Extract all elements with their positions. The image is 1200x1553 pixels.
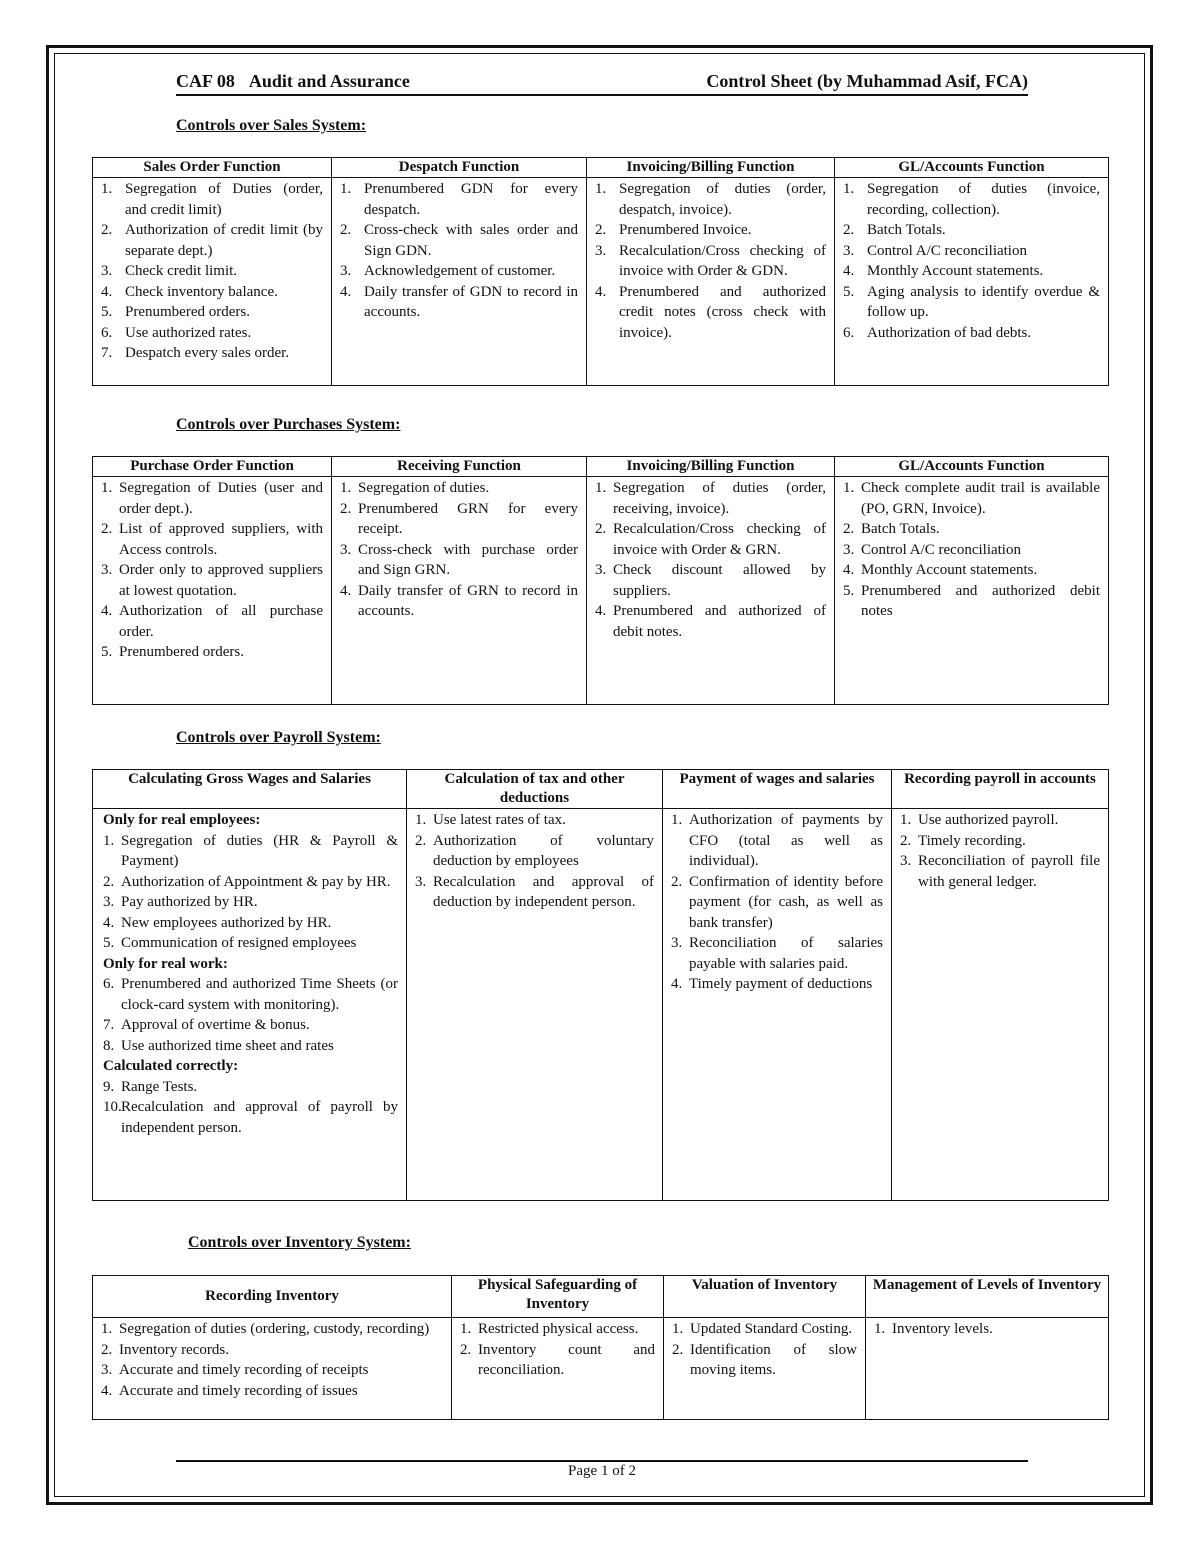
list-item-text: List of approved suppliers, with Access controls. — [119, 521, 323, 558]
list-item — [900, 831, 1100, 852]
table-cell — [452, 1318, 664, 1420]
page-number: Page 1 of 2 — [568, 1463, 636, 1479]
list-item-number: 2. — [671, 873, 683, 890]
list-item-number: 1. — [103, 832, 115, 849]
list-item-number: 1. — [843, 181, 855, 197]
list-item-text: Use authorized rates. — [125, 324, 252, 341]
column-header: Physical Safeguarding of Inventory — [452, 1276, 664, 1318]
list-item-number: 3. — [843, 541, 855, 558]
list-item-text: Acknowledgement of customer. — [364, 263, 556, 279]
list-item — [595, 282, 826, 344]
list-item — [340, 179, 578, 220]
column-header: GL/Accounts Function — [835, 457, 1109, 477]
header-left — [176, 71, 424, 92]
table-cell — [835, 178, 1109, 386]
control-list — [672, 1319, 857, 1381]
control-list — [415, 810, 654, 913]
list-item-text: Cross-check with purchase order and Sign GRN. — [358, 541, 578, 578]
list-item — [672, 1319, 857, 1340]
list-item-text: Prenumbered orders. — [119, 644, 244, 660]
table-header-row — [93, 457, 1109, 477]
list-item-text: Daily transfer of GRN to record in accounts. — [358, 582, 578, 619]
list-item — [595, 478, 826, 519]
list-item-text: Use authorized time sheet and rates — [121, 1037, 334, 1054]
table-cell — [866, 1318, 1109, 1420]
list-item-text: Inventory levels. — [892, 1321, 993, 1337]
group-label: Only for real work: — [103, 955, 228, 972]
list-item — [101, 282, 323, 303]
table-cell — [892, 809, 1109, 1201]
list-item — [101, 1340, 443, 1361]
list-item-text: Restricted physical access. — [478, 1321, 639, 1337]
control-list — [103, 1077, 398, 1139]
list-item-number: 4. — [671, 976, 683, 992]
list-item — [103, 933, 398, 954]
list-item-text: Confirmation of identity before payment (for cash, as well as bank transfer) — [689, 873, 883, 931]
list-item — [672, 1340, 857, 1381]
list-item — [340, 499, 578, 540]
list-item-text: Prenumbered and authorized credit notes (cross check with invoice). — [619, 283, 826, 341]
list-item-number: 1. — [843, 480, 855, 496]
table-cell — [93, 178, 332, 386]
list-item-text: Recalculation/Cross checking of invoice with Order & GRN. — [613, 521, 826, 558]
table-cell — [663, 809, 892, 1201]
sales-section-title: Controls over Sales System: — [176, 117, 367, 134]
footer-rule — [176, 1460, 1028, 1462]
list-item-text: Authorization of bad debts. — [867, 324, 1032, 341]
list-item-number: 5. — [843, 283, 855, 300]
list-item-number: 5. — [843, 582, 855, 599]
list-item-text: Prenumbered orders. — [125, 304, 250, 320]
purchases-section-title: Controls over Purchases System: — [176, 416, 401, 433]
list-item — [595, 519, 826, 560]
list-item-number: 8. — [103, 1037, 115, 1054]
list-item — [101, 1360, 443, 1381]
table-row — [93, 477, 1109, 705]
list-item-text: Control A/C reconciliation — [867, 242, 1027, 259]
list-item-number: 1. — [101, 181, 113, 197]
list-item-number: 4. — [340, 283, 352, 300]
list-item — [340, 581, 578, 622]
list-item-text: Monthly Account statements. — [861, 562, 1038, 578]
list-item — [843, 560, 1100, 581]
list-item-text: Use authorized payroll. — [918, 812, 1059, 828]
list-item-number: 2. — [101, 222, 113, 238]
list-item-number: 5. — [101, 644, 113, 660]
list-item — [415, 810, 654, 831]
list-item-text: Segregation of Duties (user and order dept.). — [119, 480, 323, 517]
list-item-number: 7. — [103, 1017, 115, 1033]
list-item-number: 1. — [595, 480, 607, 496]
list-item-text: Accurate and timely recording of issues — [119, 1382, 358, 1399]
list-item — [340, 282, 578, 323]
list-item-text: Control A/C reconciliation — [861, 541, 1021, 558]
list-item-number: 3. — [900, 853, 912, 869]
list-item-text: New employees authorized by HR. — [121, 914, 332, 931]
list-item — [101, 323, 323, 344]
list-item — [101, 220, 323, 261]
control-list — [843, 478, 1100, 622]
list-item-number: 6. — [843, 324, 855, 341]
table-header-row — [93, 158, 1109, 178]
list-item — [595, 220, 826, 241]
list-item-number: 1. — [340, 480, 352, 496]
list-item — [101, 1381, 443, 1402]
list-item-number: 1. — [101, 480, 113, 496]
list-item-number: 3. — [340, 541, 352, 558]
list-item-number: 4. — [595, 603, 607, 619]
header-subject: Audit and Assurance — [248, 71, 410, 91]
list-item — [671, 810, 883, 872]
list-item-number: 1. — [671, 812, 683, 828]
list-item — [595, 601, 826, 642]
control-list — [874, 1319, 1100, 1340]
list-item-text: Timely payment of deductions — [689, 976, 873, 992]
list-item-text: Segregation of duties (order, despatch, invoice). — [619, 181, 826, 218]
list-item-number: 3. — [595, 562, 607, 578]
list-item — [843, 519, 1100, 540]
list-item — [595, 241, 826, 282]
list-item-text: Cross-check with sales order and Sign GDN. — [364, 222, 578, 259]
list-item-number: 4. — [843, 562, 855, 578]
table-cell — [835, 477, 1109, 705]
list-item — [101, 261, 323, 282]
list-item-text: Recalculation and approval of payroll by independent person. — [121, 1099, 398, 1136]
list-item-text: Segregation of Duties (order, and credit limit) — [125, 181, 323, 218]
list-item-number: 9. — [103, 1078, 115, 1095]
list-item-text: Prenumbered GRN for every receipt. — [358, 500, 578, 537]
list-item — [460, 1340, 655, 1381]
list-item-text: Check inventory balance. — [125, 283, 278, 300]
table-cell — [664, 1318, 866, 1420]
list-item-number: 2. — [595, 521, 607, 537]
list-item-text: Segregation of duties (HR & Payroll & Payment) — [121, 832, 398, 869]
control-list — [595, 179, 826, 343]
list-item — [103, 1097, 398, 1138]
list-item — [843, 220, 1100, 241]
list-item — [340, 478, 578, 499]
list-item — [103, 872, 398, 893]
list-item-text: Approval of overtime & bonus. — [121, 1017, 310, 1033]
control-list — [340, 478, 578, 622]
table-cell — [332, 178, 587, 386]
list-item-number: 3. — [340, 263, 352, 279]
list-item — [103, 831, 398, 872]
control-list — [843, 179, 1100, 343]
list-item-text: Reconciliation of payroll file with general ledger. — [918, 853, 1100, 890]
list-item-text: Batch Totals. — [867, 222, 946, 238]
table-row — [93, 809, 1109, 1201]
list-item-number: 1. — [595, 181, 607, 197]
list-item — [595, 560, 826, 601]
list-item-number: 1. — [340, 181, 352, 197]
list-item-number: 1. — [874, 1321, 886, 1337]
control-list — [671, 810, 883, 995]
list-item-text: Check discount allowed by suppliers. — [613, 562, 826, 599]
list-item — [843, 261, 1100, 282]
list-item-number: 3. — [101, 263, 113, 279]
column-header: Purchase Order Function — [93, 457, 332, 477]
control-list — [101, 179, 323, 364]
header-course: CAF 08 — [176, 71, 235, 91]
list-item-text: Daily transfer of GDN to record in accounts. — [364, 283, 578, 320]
list-item-number: 5. — [103, 935, 115, 951]
control-list — [340, 179, 578, 323]
table-row — [93, 1318, 1109, 1420]
list-item-text: Prenumbered and authorized Time Sheets (or clock-card system with monitoring). — [121, 976, 398, 1013]
list-item-text: Check complete audit trail is available (PO, GRN, Invoice). — [861, 480, 1100, 517]
list-item-text: Timely recording. — [918, 832, 1026, 849]
list-item — [843, 540, 1100, 561]
list-item-text: Authorization of voluntary deduction by employees — [433, 832, 654, 869]
purchases-controls-table — [92, 456, 1109, 705]
list-item-text: Recalculation/Cross checking of invoice with Order & GDN. — [619, 242, 826, 279]
column-header: Invoicing/Billing Function — [587, 158, 835, 178]
list-item-number: 2. — [101, 1341, 113, 1358]
list-item-number: 4. — [101, 283, 113, 300]
list-item-number: 4. — [101, 1382, 113, 1399]
list-item-text: Use latest rates of tax. — [433, 812, 566, 828]
list-item-number: 2. — [595, 222, 607, 238]
header-right: Control Sheet (by Muhammad Asif, FCA) — [706, 71, 1028, 91]
list-item-number: 2. — [460, 1341, 472, 1358]
column-header: Calculating Gross Wages and Salaries — [93, 770, 407, 809]
list-item — [843, 478, 1100, 519]
list-item-number: 2. — [672, 1341, 684, 1358]
list-item — [340, 261, 578, 282]
column-header: GL/Accounts Function — [835, 158, 1109, 178]
column-header: Despatch Function — [332, 158, 587, 178]
list-item — [101, 343, 323, 364]
list-item — [843, 241, 1100, 262]
list-item — [415, 831, 654, 872]
list-item-text: Communication of resigned employees — [121, 935, 357, 951]
list-item-number: 6. — [101, 324, 113, 341]
list-item-text: Updated Standard Costing. — [690, 1321, 853, 1337]
group-label: Calculated correctly: — [103, 1058, 239, 1074]
list-item-text: Identification of slow moving items. — [690, 1341, 857, 1378]
column-header: Valuation of Inventory — [664, 1276, 866, 1318]
list-item-text: Authorization of Appointment & pay by HR. — [121, 873, 391, 890]
control-list — [103, 974, 398, 1056]
list-item — [843, 179, 1100, 220]
list-item-number: 5. — [101, 304, 113, 320]
list-item-number: 3. — [843, 242, 855, 259]
column-header: Receiving Function — [332, 457, 587, 477]
sales-controls-table — [92, 157, 1109, 386]
list-item — [340, 220, 578, 261]
list-item-number: 4. — [101, 603, 113, 619]
list-item-number: 2. — [843, 521, 855, 537]
list-item — [101, 560, 323, 601]
list-item — [103, 1077, 398, 1098]
list-item-number: 3. — [101, 1362, 113, 1378]
column-header: Payment of wages and salaries — [663, 770, 892, 809]
list-item-number: 3. — [415, 873, 427, 890]
list-item-text: Prenumbered GDN for every despatch. — [364, 181, 578, 218]
list-item-number: 3. — [101, 562, 113, 578]
list-item — [101, 601, 323, 642]
list-item-text: Recalculation and approval of deduction by independent person. — [433, 873, 654, 910]
list-item-number: 1. — [460, 1321, 472, 1337]
list-item-text: Reconciliation of salaries payable with salaries paid. — [689, 935, 883, 972]
control-list — [595, 478, 826, 642]
list-item-text: Inventory records. — [119, 1341, 229, 1358]
column-header: Sales Order Function — [93, 158, 332, 178]
table-cell — [93, 809, 407, 1201]
payroll-controls-table — [92, 769, 1109, 1201]
list-item — [843, 323, 1100, 344]
list-item-text: Authorization of payments by CFO (total as well as individual). — [689, 812, 883, 869]
list-item — [101, 302, 323, 323]
list-item-number: 4. — [843, 263, 855, 279]
table-cell — [93, 477, 332, 705]
list-item-number: 3. — [671, 935, 683, 951]
list-item-number: 2. — [900, 832, 912, 849]
list-item-text: Prenumbered and authorized of debit notes. — [613, 603, 826, 640]
list-item-number: 3. — [595, 242, 607, 259]
list-item — [101, 519, 323, 560]
table-cell — [587, 178, 835, 386]
list-item-text: Inventory count and reconciliation. — [478, 1341, 655, 1378]
list-item-text: Segregation of duties (ordering, custody, recording) — [119, 1321, 430, 1337]
list-item — [900, 851, 1100, 892]
list-item — [101, 478, 323, 519]
list-item — [101, 179, 323, 220]
list-item-text: Segregation of duties (order, receiving, invoice). — [613, 480, 826, 517]
list-item-number: 2. — [101, 521, 113, 537]
table-cell — [93, 1318, 452, 1420]
list-item — [415, 872, 654, 913]
list-item — [671, 974, 883, 995]
list-item-number: 2. — [843, 222, 855, 238]
list-item-number: 2. — [415, 832, 427, 849]
column-header: Invoicing/Billing Function — [587, 457, 835, 477]
list-item — [103, 892, 398, 913]
list-item-text: Authorization of credit limit (by separate dept.) — [125, 222, 323, 259]
table-cell — [407, 809, 663, 1201]
list-item-number: 4. — [340, 582, 352, 599]
list-item-text: Range Tests. — [121, 1078, 198, 1095]
list-item-text: Prenumbered and authorized debit notes — [861, 582, 1100, 619]
list-item — [101, 642, 323, 663]
list-item-text: Batch Totals. — [861, 521, 940, 537]
table-cell — [587, 477, 835, 705]
table-row — [93, 178, 1109, 386]
column-header: Calculation of tax and other deductions — [407, 770, 663, 809]
list-item — [595, 179, 826, 220]
list-item-number: 1. — [900, 812, 912, 828]
list-item-number: 6. — [103, 976, 115, 992]
list-item-text: Order only to approved suppliers at lowest quotation. — [119, 562, 323, 599]
list-item-number: 4. — [595, 283, 607, 300]
list-item — [900, 810, 1100, 831]
control-list — [460, 1319, 655, 1381]
list-item-number: 3. — [103, 894, 115, 910]
payroll-section-title: Controls over Payroll System: — [176, 729, 381, 746]
list-item-text: Accurate and timely recording of receipts — [119, 1362, 369, 1378]
list-item — [843, 282, 1100, 323]
inventory-section-title: Controls over Inventory System: — [188, 1234, 411, 1251]
control-list — [900, 810, 1100, 892]
list-item-number: 7. — [101, 345, 113, 361]
list-item — [101, 1319, 443, 1340]
list-item-number: 1. — [672, 1321, 684, 1337]
list-item — [103, 913, 398, 934]
list-item — [103, 1036, 398, 1057]
list-item-number: 1. — [101, 1321, 113, 1337]
list-item — [460, 1319, 655, 1340]
list-item — [103, 974, 398, 1015]
page-header — [176, 70, 1028, 96]
list-item — [103, 1015, 398, 1036]
list-item-text: Check credit limit. — [125, 263, 238, 279]
table-header-row — [93, 1276, 1109, 1318]
table-header-row — [93, 770, 1109, 809]
column-header: Recording Inventory — [93, 1276, 452, 1318]
list-item-number: 1. — [415, 812, 427, 828]
list-item — [340, 540, 578, 581]
column-header: Recording payroll in accounts — [892, 770, 1109, 809]
list-item-text: Pay authorized by HR. — [121, 894, 258, 910]
list-item — [843, 581, 1100, 622]
list-item-text: Authorization of all purchase order. — [119, 603, 323, 640]
list-item-text: Monthly Account statements. — [867, 263, 1044, 279]
table-cell — [332, 477, 587, 705]
control-list — [103, 831, 398, 954]
control-list — [101, 1319, 443, 1401]
list-item-text: Segregation of duties (invoice, recording, collection). — [867, 181, 1100, 218]
list-item-number: 10. — [103, 1099, 122, 1115]
list-item-text: Prenumbered Invoice. — [619, 222, 752, 238]
list-item-number: 2. — [103, 873, 115, 890]
list-item-text: Segregation of duties. — [358, 480, 490, 496]
list-item — [671, 933, 883, 974]
list-item-number: 4. — [103, 914, 115, 931]
control-list — [101, 478, 323, 663]
list-item-number: 2. — [340, 222, 352, 238]
column-header: Management of Levels of Inventory — [866, 1276, 1109, 1318]
group-label: Only for real employees: — [103, 812, 261, 828]
list-item-number: 2. — [340, 500, 352, 517]
list-item-text: Despatch every sales order. — [125, 345, 290, 361]
list-item — [874, 1319, 1100, 1340]
list-item-text: Aging analysis to identify overdue & follow up. — [867, 283, 1100, 320]
inventory-controls-table — [92, 1275, 1109, 1420]
list-item — [671, 872, 883, 934]
